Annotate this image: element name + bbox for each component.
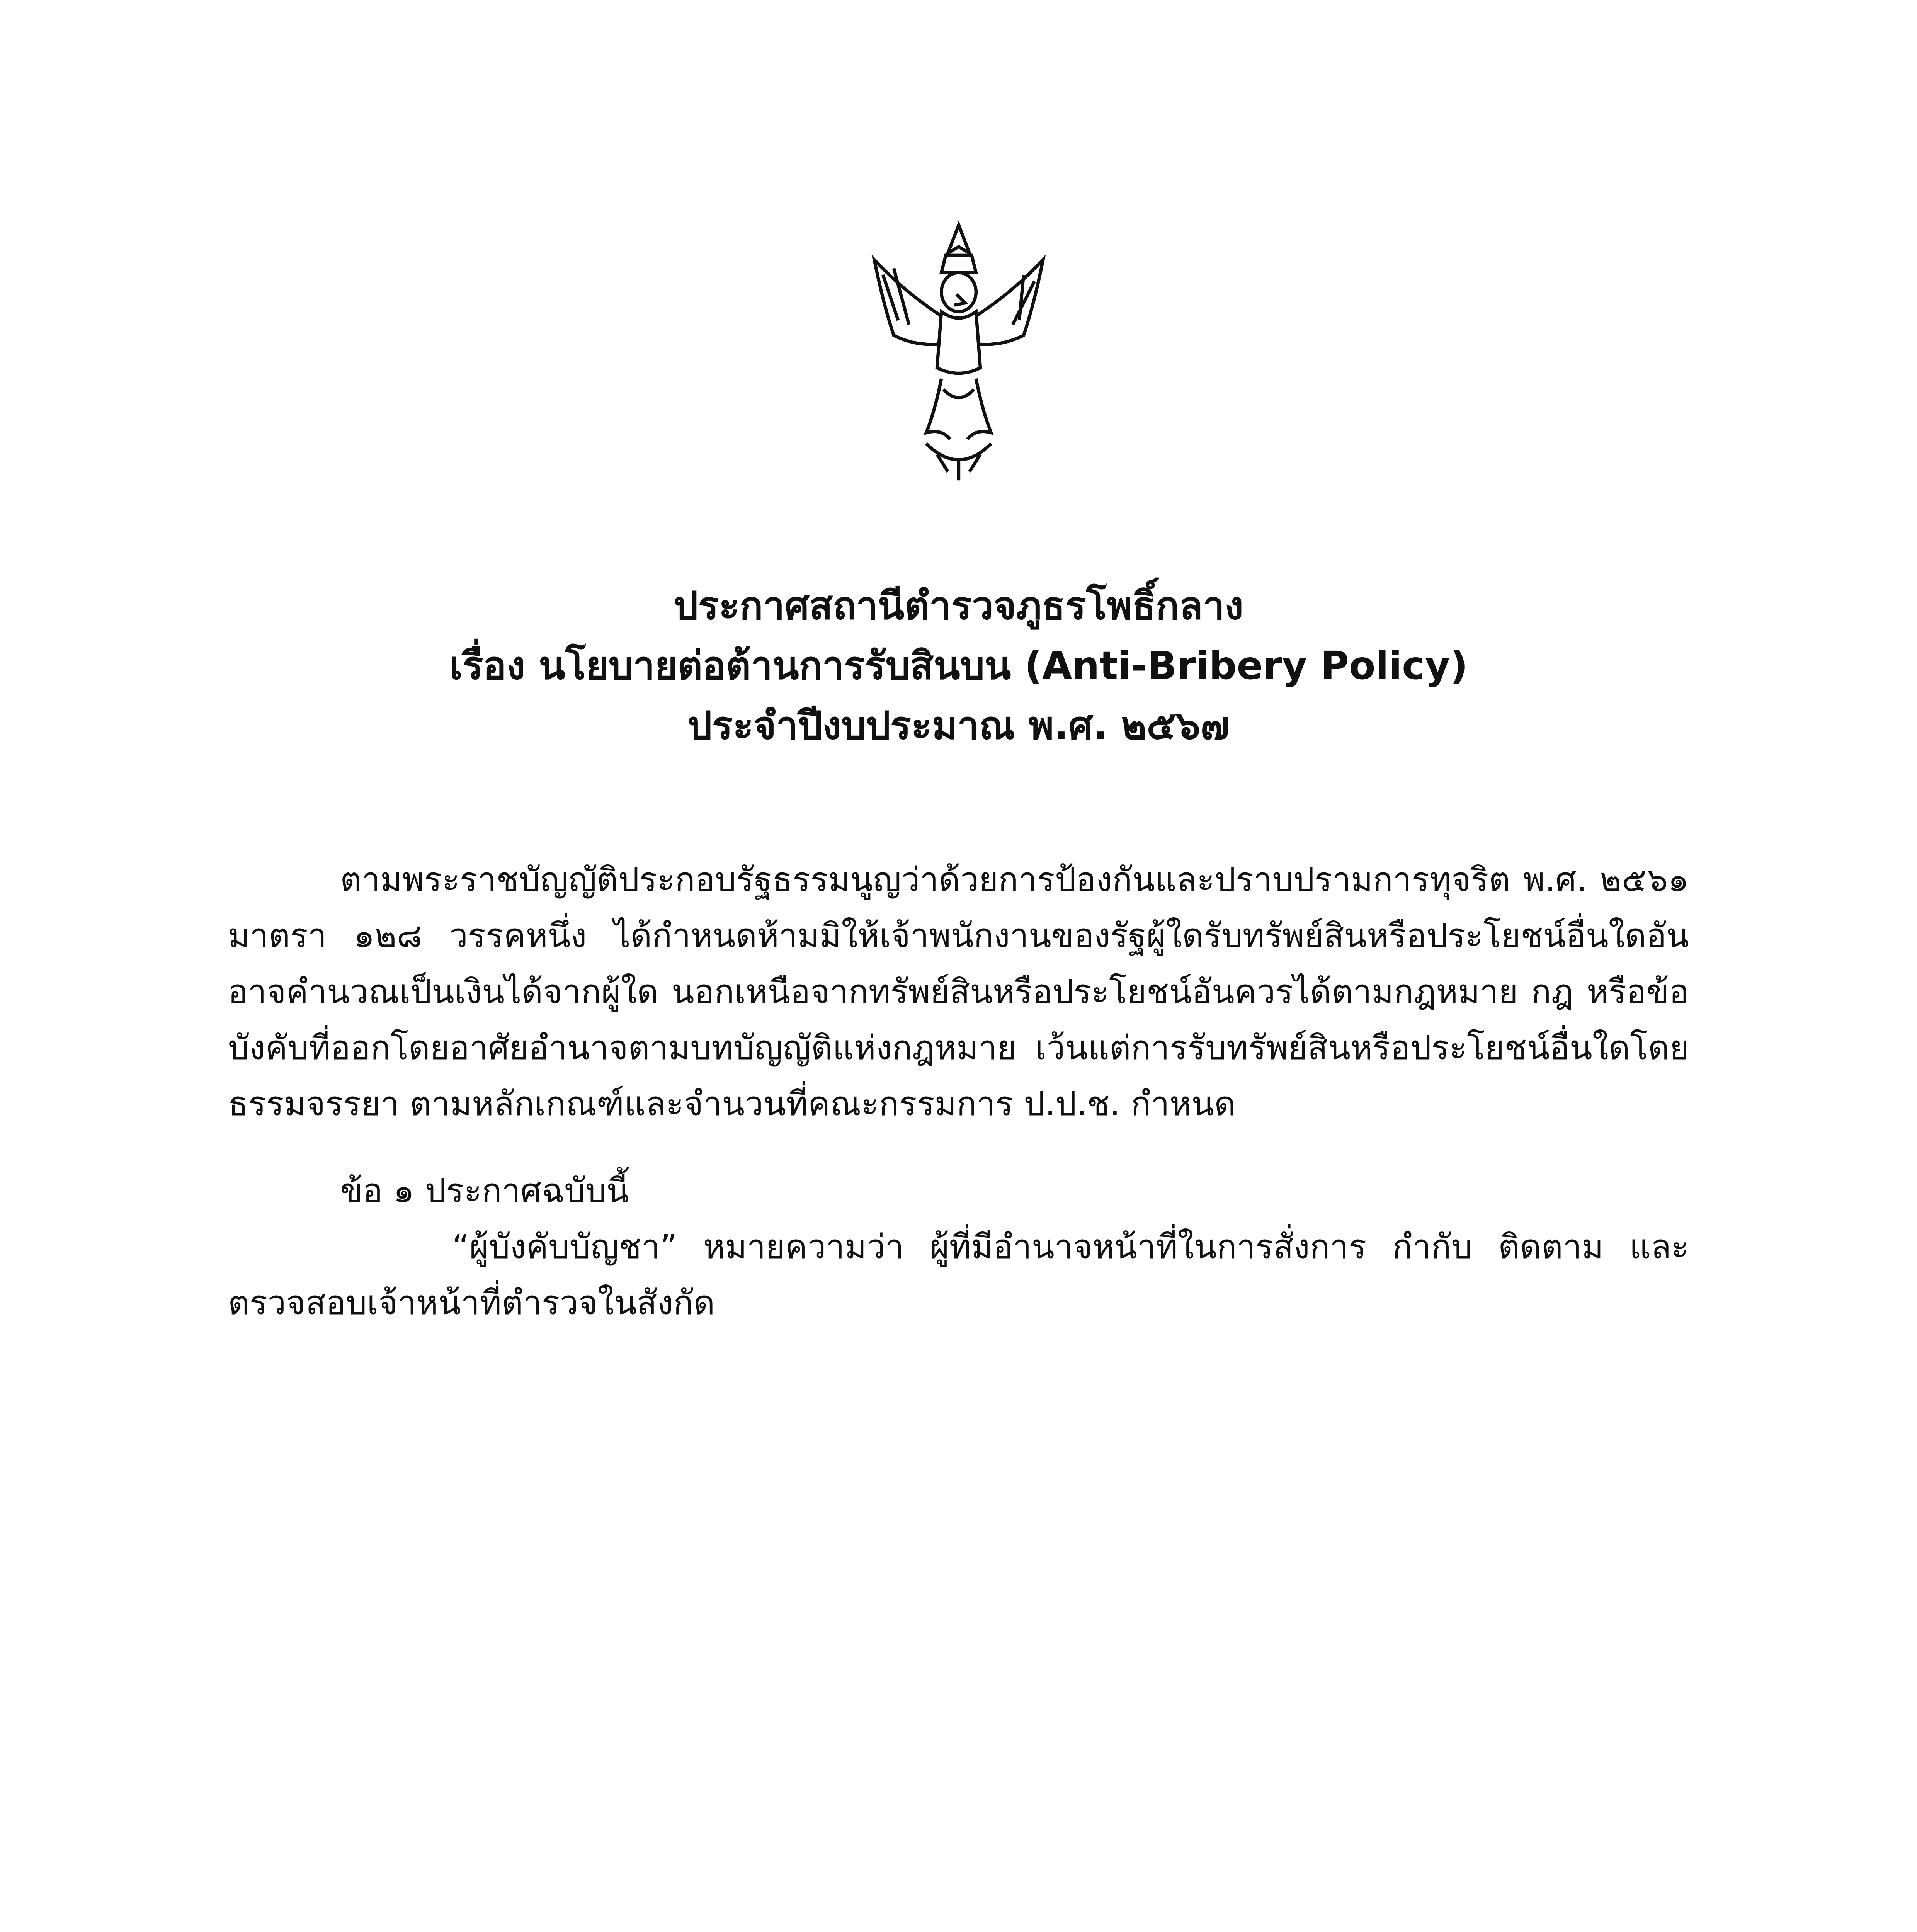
announcement-title	[228, 576, 1689, 755]
title-line-1: ประกาศสถานีตำรวจภูธรโพธิ์กลาง	[674, 583, 1243, 628]
definition-text: หมายความว่า ผู้ที่มีอำนาจหน้าที่ในการสั่งการ กำกับ ติดตาม และตรวจสอบเจ้าหน้าที่ตำรวจในสังกัด	[228, 1228, 1689, 1322]
paragraph-legal-basis: ตามพระราชบัญญัติประกอบรัฐธรรมนูญว่าด้วยการป้องกันและปราบปรามการทุจริต พ.ศ. ๒๕๖๑ มาตรา ๑๒๘ วรรคหนึ่ง ได้กำหนดห้ามมิให้เจ้าพนักงานของรัฐผู้ใดรับทรัพย์สินหรือประโยชน์อื่นใดอันอาจคำนวณเป็นเงินได้จากผู้ใด นอกเหนือจากทรัพย์สินหรือประโยชน์อันควรได้ตามกฎหมาย กฎ หรือข้อบังคับที่ออกโดยอาศัยอำนาจตามบทบัญญัติแห่งกฎหมาย เว้นแต่การรับทรัพย์สินหรือประโยชน์อื่นใดโดยธรรมจรรยา ตามหลักเกณฑ์และจำนวนที่คณะกรรมการ ป.ป.ช. กำหนด	[228, 861, 1689, 1123]
announcement-body	[228, 852, 1689, 1132]
title-line-2: เรื่อง นโยบายต่อต้านการรับสินบน (Anti-Bribery Policy)	[449, 643, 1468, 688]
definition-term: ผู้บังคับบัญชา	[469, 1228, 660, 1266]
garuda-emblem-icon	[850, 216, 1067, 487]
clause-1-heading: ข้อ ๑ ประกาศฉบับนี้	[340, 1172, 629, 1210]
title-line-3: ประจำปีงบประมาณ พ.ศ. ๒๕๖๗	[687, 703, 1230, 748]
clause-1	[228, 1163, 1689, 1331]
definition-supervisor: “ผู้บังคับบัญชา” หมายความว่า ผู้ที่มีอำนาจหน้าที่ในการสั่งการ กำกับ ติดตาม และตรวจสอบเจ้าหน้าที่ตำรวจในสังกัด	[228, 1228, 1689, 1322]
